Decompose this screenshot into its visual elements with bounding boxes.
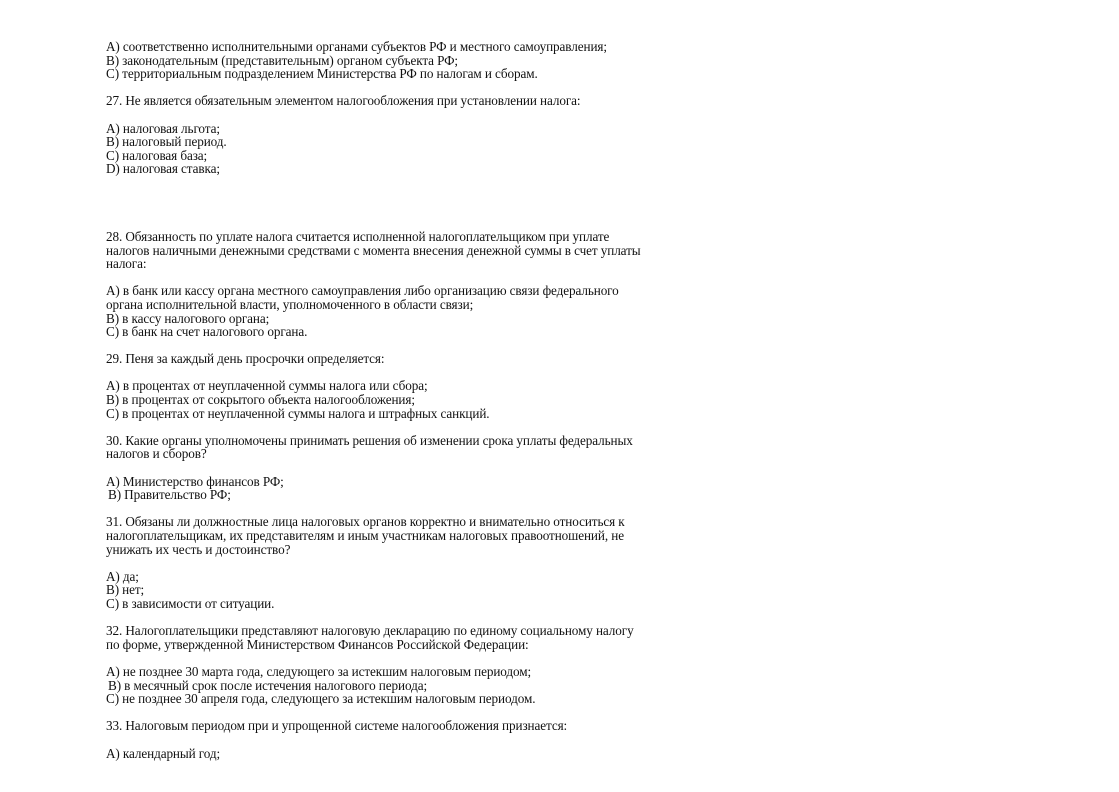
question-30 xyxy=(106,434,766,502)
spacer xyxy=(106,502,766,516)
answer-line: органа исполнительной власти, уполномоченного в области связи; xyxy=(106,296,474,312)
answer-line: A) в процентах от неуплаченной суммы налога или сбора; xyxy=(106,378,428,394)
answer-line: A) да; xyxy=(106,568,139,584)
answer-line: C) в процентах от неуплаченной суммы налога и штрафных санкций. xyxy=(106,405,490,421)
answer-line: B) налоговый период. xyxy=(106,134,227,150)
question-text: налогоплательщикам, их представителям и иным участникам налоговых правоотношений, не xyxy=(106,528,624,543)
answer-line: A) Министерство финансов РФ; xyxy=(106,473,284,489)
answer-line: C) налоговая база; xyxy=(106,147,208,163)
answer-line: B) нет; xyxy=(106,582,145,598)
spacer xyxy=(106,366,766,380)
spacer xyxy=(106,420,766,434)
answer-line: B) в месячный срок после истечения налогового периода; xyxy=(108,677,428,693)
question-text: налогов и сборов? xyxy=(106,446,207,462)
spacer xyxy=(106,271,766,285)
spacer xyxy=(106,733,766,747)
continuation-answers xyxy=(106,40,766,81)
answer-line: B) в процентах от сокрытого объекта налогообложения; xyxy=(106,392,415,408)
answer-line: C) не позднее 30 апреля года, следующего за истекшим налоговым периодом. xyxy=(106,691,536,707)
answer-line: B) в кассу налогового органа; xyxy=(106,310,270,326)
question-text: 29. Пеня за каждый день просрочки определяется: xyxy=(106,351,385,367)
spacer xyxy=(106,176,766,230)
answer-line: A) календарный год; xyxy=(106,745,221,761)
question-32 xyxy=(106,624,766,706)
answer-line: C) в зависимости от ситуации. xyxy=(106,595,275,611)
spacer xyxy=(106,461,766,475)
answer-line: B) Правительство РФ; xyxy=(108,487,231,503)
question-text: 30. Какие органы уполномочены принимать решения об изменении срока уплаты федеральных xyxy=(106,432,633,448)
question-28 xyxy=(106,230,766,339)
spacer xyxy=(106,651,766,665)
answer-line: A) в банк или кассу органа местного самоуправления либо организацию связи федерального xyxy=(106,283,619,299)
spacer xyxy=(106,81,766,95)
answer-line: D) налоговая ставка; xyxy=(106,161,220,177)
question-text: 28. Обязанность по уплате налога считается исполненной налогоплательщиком при уплате xyxy=(106,228,610,244)
question-33 xyxy=(106,719,766,760)
question-29 xyxy=(106,352,766,420)
question-text: по форме, утвержденной Министерством Финансов Российской Федерации: xyxy=(106,636,529,652)
answer-line: C) в банк на счет налогового органа. xyxy=(106,324,308,340)
question-text: унижать их честь и достоинство? xyxy=(106,541,291,557)
question-text: налога: xyxy=(106,256,147,272)
question-31 xyxy=(106,515,766,610)
question-text: 33. Налоговым периодом при и упрощенной системе налогообложения признается: xyxy=(106,718,568,734)
spacer xyxy=(106,611,766,625)
answer-line: A) не позднее 30 марта года, следующего за истекшим налоговым периодом; xyxy=(106,663,532,679)
answer-line: A) налоговая льгота; xyxy=(106,120,220,136)
spacer xyxy=(106,556,766,570)
question-text: 31. Обязаны ли должностные лица налоговых органов корректно и внимательно относиться к xyxy=(106,514,625,530)
spacer xyxy=(106,706,766,720)
answer-line: B) законодательным (представительным) органом субъекта РФ; xyxy=(106,52,458,68)
answer-line: C) территориальным подразделением Министерства РФ по налогам и сборам. xyxy=(106,66,538,82)
answer-line: A) соответственно исполнительными органами субъектов РФ и местного самоуправления; xyxy=(106,39,607,54)
spacer xyxy=(106,108,766,122)
question-text: 32. Налогоплательщики представляют налоговую декларацию по единому социальному налогу xyxy=(106,623,634,639)
question-text: налогов наличными денежными средствами с момента внесения денежной суммы в счет уплаты xyxy=(106,242,641,258)
question-27 xyxy=(106,94,766,176)
document-page xyxy=(106,40,766,760)
spacer xyxy=(106,339,766,353)
question-text: 27. Не является обязательным элементом налогообложения при установлении налога: xyxy=(106,93,581,109)
